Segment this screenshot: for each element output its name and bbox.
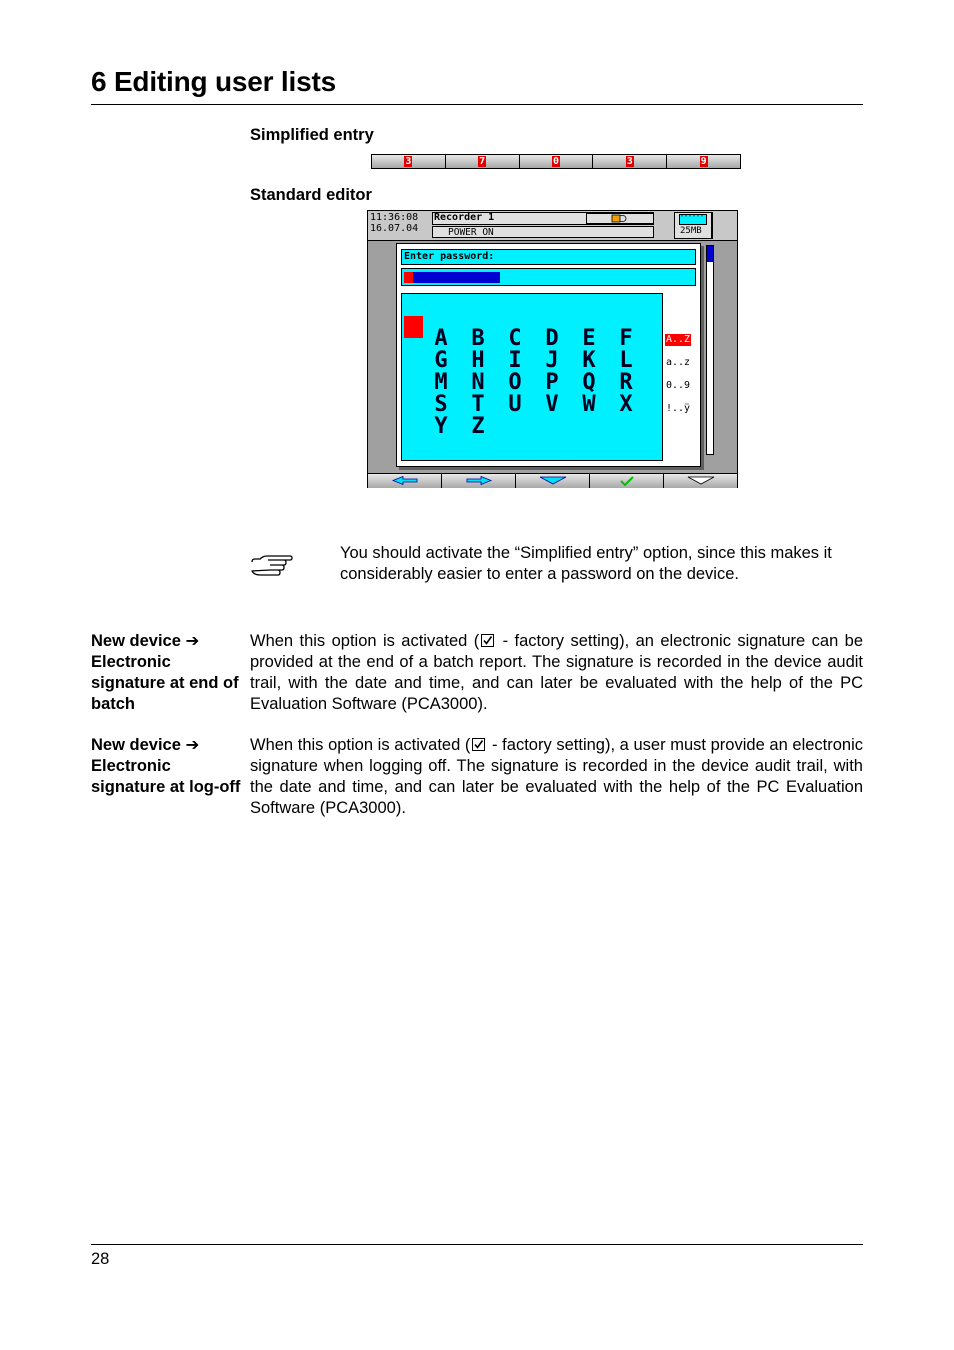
section-body — [250, 631, 863, 715]
char-key[interactable]: N — [471, 370, 485, 395]
clock-date: 16.07.04 — [370, 223, 419, 234]
char-key[interactable]: G — [434, 348, 448, 373]
memory-card-icon — [679, 214, 707, 225]
char-key[interactable]: E — [582, 326, 596, 351]
dialog-scrollbar[interactable] — [706, 245, 714, 455]
clock-time: 11:36:08 — [370, 212, 419, 223]
char-key[interactable]: Z — [471, 414, 485, 439]
memory-size: 25MB — [680, 226, 702, 236]
char-key[interactable]: K — [582, 348, 596, 373]
checkbox-checked-icon — [472, 738, 485, 751]
char-key[interactable]: I — [508, 348, 522, 373]
softkey-confirm[interactable] — [590, 474, 664, 488]
softkey-down[interactable] — [516, 474, 590, 488]
page-number: 28 — [91, 1250, 110, 1268]
char-key[interactable]: S — [434, 392, 448, 417]
mode-option[interactable]: A..Z — [666, 334, 691, 345]
clock — [370, 212, 418, 234]
char-key[interactable]: P — [545, 370, 559, 395]
simplified-entry-label: Simplified entry — [250, 126, 374, 144]
page-title: 6 Editing user lists — [91, 66, 336, 97]
section-heading: New device ➔ Electronic signature at end of batch — [91, 632, 239, 713]
dialog-scrollbar-thumb[interactable] — [707, 246, 713, 262]
password-dialog — [396, 243, 701, 467]
prompt-text: Enter password: — [404, 251, 495, 262]
char-key[interactable]: H — [471, 348, 485, 373]
down-arrow-icon — [539, 476, 567, 485]
simplified-digit: 3 — [626, 156, 633, 167]
header-rule — [91, 104, 863, 105]
left-arrow-icon — [392, 476, 418, 485]
softkey-right[interactable] — [442, 474, 516, 488]
simplified-entry-bar — [371, 154, 741, 169]
char-key[interactable]: M — [434, 370, 448, 395]
simplified-digit: 9 — [700, 156, 707, 167]
section-body — [250, 735, 863, 819]
softkey-left[interactable] — [368, 474, 442, 488]
battery-icon — [586, 213, 654, 224]
char-key[interactable]: Q — [582, 370, 596, 395]
pointing-hand-icon — [250, 554, 294, 580]
section-text-before: When this option is activated ( — [250, 736, 471, 754]
section-text-after: - factory setting), an electronic signature can be provided at the end of a batch report. The signature is recorded in the device audit trail, with the date and time, and can later be evaluated with the help of the PC Evaluation Software (PCA3000). — [250, 632, 864, 713]
char-key[interactable]: A — [434, 326, 448, 351]
char-key[interactable]: J — [545, 348, 559, 373]
note-text: You should activate the “Simplified entry” option, since this makes it considerably easier to enter a password on the device. — [340, 544, 832, 583]
char-key[interactable]: B — [471, 326, 485, 351]
char-key[interactable]: R — [619, 370, 633, 395]
simplified-digit-cell — [372, 155, 446, 168]
simplified-digit: 0 — [552, 156, 559, 167]
char-key[interactable]: T — [471, 392, 485, 417]
section-heading: New device ➔ Electronic signature at log-off — [91, 736, 241, 796]
simplified-digit-cell — [667, 155, 740, 168]
device-screen — [367, 210, 738, 488]
mode-option[interactable]: a..z — [666, 357, 691, 368]
simplified-digit-cell — [520, 155, 594, 168]
checkbox-checked-icon — [481, 634, 494, 647]
char-key[interactable]: C — [508, 326, 522, 351]
standard-editor-label: Standard editor — [250, 186, 372, 204]
password-cursor — [404, 272, 413, 283]
simplified-digit: 3 — [405, 156, 412, 167]
char-key[interactable]: O — [508, 370, 522, 395]
char-key[interactable]: U — [508, 392, 522, 417]
down-arrow-icon — [687, 476, 715, 485]
mode-option[interactable]: !..ÿ — [666, 403, 691, 414]
char-key[interactable]: X — [619, 392, 633, 417]
char-key[interactable]: W — [582, 392, 596, 417]
char-key[interactable]: F — [619, 326, 633, 351]
recorder-status: POWER ON — [448, 227, 494, 238]
check-icon — [620, 476, 634, 486]
char-key[interactable]: D — [545, 326, 559, 351]
password-bar — [404, 272, 500, 283]
recorder-name: Recorder 1 — [434, 212, 495, 223]
softkey-down-2[interactable] — [664, 474, 737, 488]
section-text-before: When this option is activated ( — [250, 632, 480, 650]
right-arrow-icon — [466, 476, 492, 485]
section-text-after: - factory setting), a user must provide an electronic signature when logging off. The signature is recorded in the device audit trail, with the date and time, and can later be evaluated with the help of the PC Evaluation Software (PCA3000). — [250, 736, 864, 817]
simplified-digit-cell — [593, 155, 667, 168]
selection-cursor — [404, 316, 423, 338]
status-bar-end — [712, 212, 737, 239]
simplified-digit: 7 — [479, 156, 486, 167]
footer-rule — [91, 1244, 863, 1245]
simplified-digit-cell — [446, 155, 520, 168]
char-key[interactable]: L — [619, 348, 633, 373]
char-key[interactable]: V — [545, 392, 559, 417]
mode-option[interactable]: 0..9 — [666, 380, 691, 391]
char-key[interactable]: Y — [434, 414, 448, 439]
softkey-bar — [368, 473, 737, 488]
